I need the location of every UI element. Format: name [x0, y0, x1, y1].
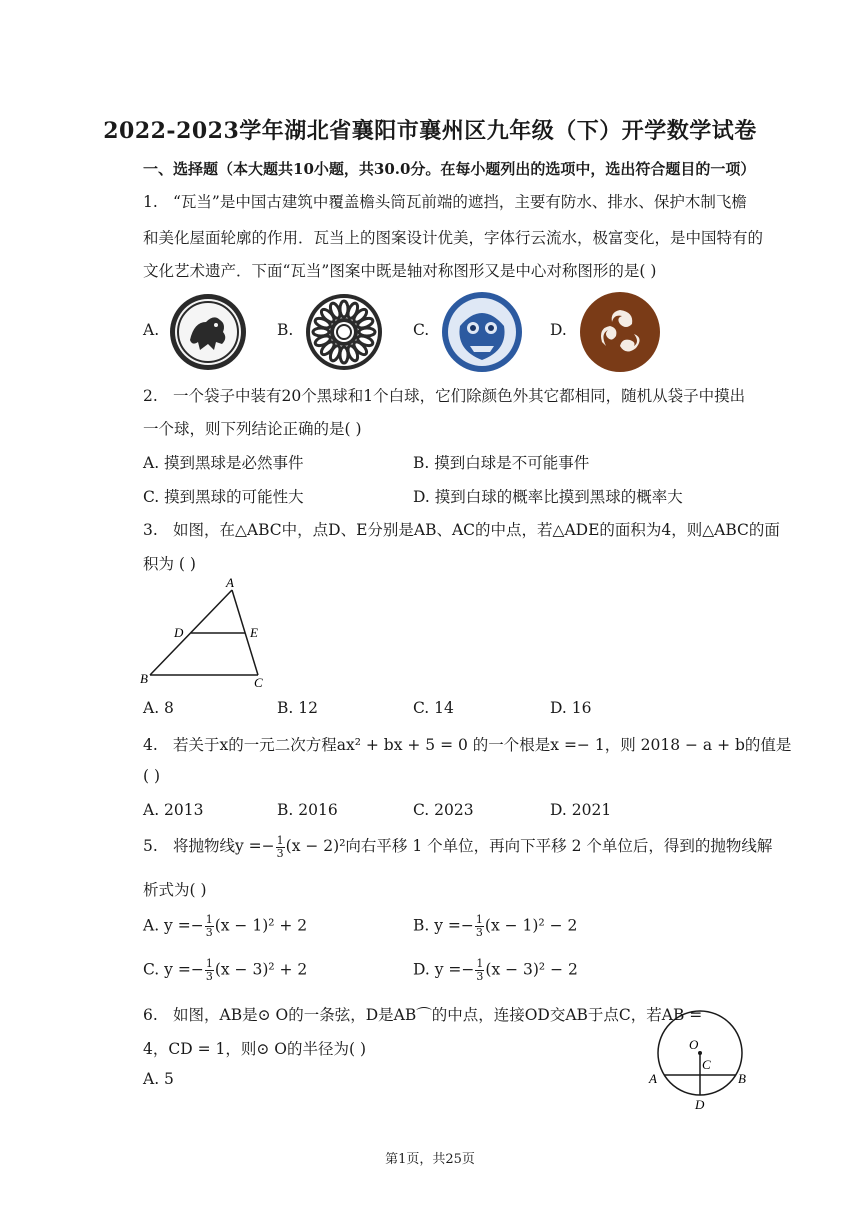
q6-line2: 4，CD = 1，则⊙ O的半径为( )	[143, 1040, 366, 1058]
page-footer: 第1页，共25页	[385, 1152, 475, 1167]
q1-option-a-label: A.	[143, 321, 160, 339]
q4-number: 4.	[143, 736, 158, 754]
q6-circle-figure	[645, 1005, 755, 1115]
q1-line2: 和美化屋面轮廓的作用．瓦当上的图案设计优美，字体行云流水，极富变化，是中国特有的	[143, 229, 764, 247]
q6-label-c: C	[702, 1057, 711, 1072]
q2-option-d: D. 摸到白球的概率比摸到黑球的概率大	[413, 488, 683, 506]
tile-a-tiger-icon	[168, 292, 248, 372]
page-title: 2022-2023学年湖北省襄阳市襄州区九年级（下）开学数学试卷	[103, 118, 757, 144]
q4-option-a: A. 2013	[143, 801, 204, 819]
q1-option-c-label: C.	[413, 321, 430, 339]
q6-label-d: D	[695, 1097, 705, 1112]
q3-line1: 3. 如图，在△ABC中，点D、E分别是AB、AC的中点，若△ADE的面积为4，则△ABC的面	[143, 521, 780, 539]
q6-option-a: A. 5	[143, 1070, 174, 1088]
q2-option-a: A. 摸到黑球是必然事件	[143, 454, 304, 472]
q3-number: 3.	[143, 521, 158, 539]
q3-option-b: B. 12	[277, 699, 318, 717]
q5-option-a: A. y =− $\frac{1}{3}$ (x − 1)² + 2	[143, 913, 308, 939]
q4-option-b: B. 2016	[277, 801, 338, 819]
q2-line1: 2. 一个袋子中装有20个黑球和1个白球，它们除颜色外其它都相同，随机从袋子中摸出	[143, 387, 746, 405]
q4-option-d: D. 2021	[550, 801, 612, 819]
q5-fraction: $\frac{1}{3}$	[276, 833, 284, 860]
q5-option-c: C. y =− $\frac{1}{3}$ (x − 3)² + 2	[143, 957, 308, 983]
q1-line3: 文化艺术遗产．下面“瓦当”图案中既是轴对称图形又是中心对称图形的是( )	[143, 262, 657, 280]
q1-option-d-label: D.	[550, 321, 567, 339]
q3-label-e: E	[250, 625, 258, 640]
q3-option-a: A. 8	[143, 699, 174, 717]
q2-option-b: B. 摸到白球是不可能事件	[413, 454, 590, 472]
q5-number: 5.	[143, 837, 158, 855]
q3-option-c: C. 14	[413, 699, 454, 717]
q6-number: 6.	[143, 1006, 158, 1024]
section-heading: 一、选择题（本大题共10小题，共30.0分。在每小题列出的选项中，选出符合题目的一项）	[143, 160, 756, 178]
q1-option-b-label: B.	[277, 321, 294, 339]
q5-option-d: D. y =− $\frac{1}{3}$ (x − 3)² − 2	[413, 957, 578, 983]
tile-d-cloud-icon	[578, 290, 662, 374]
q6-label-a: A	[649, 1071, 657, 1086]
q5-option-b: B. y =− $\frac{1}{3}$ (x − 1)² − 2	[413, 913, 578, 939]
q3-triangle-figure	[140, 575, 275, 690]
q3-option-d: D. 16	[550, 699, 592, 717]
q3-label-d: D	[174, 625, 184, 640]
q1-line1: 1. “瓦当”是中国古建筑中覆盖檐头筒瓦前端的遮挡，主要有防水、排水、保护木制飞檐	[143, 193, 747, 211]
q3-label-c: C	[254, 675, 263, 690]
q3-label-a: A	[226, 575, 234, 590]
q3-label-b: B	[140, 671, 148, 686]
q4-option-c: C. 2023	[413, 801, 474, 819]
tile-c-beast-face-icon	[440, 290, 524, 374]
q2-option-c: C. 摸到黑球的可能性大	[143, 488, 304, 506]
q4-line1: 4. 若关于x的一元二次方程ax² + bx + 5 = 0 的一个根是x =− 1，则 2018 − a + b的值是	[143, 736, 792, 754]
q5-line1: 5. 将抛物线y =− $\frac{1}{3}$ (x − 2)²向右平移 1 个单位，再向下平移 2 个单位后，得到的抛物线解	[143, 833, 773, 860]
q2-number: 2.	[143, 387, 158, 405]
q2-line2: 一个球，则下列结论正确的是( )	[143, 420, 362, 438]
q6-label-b: B	[738, 1071, 746, 1086]
tile-b-lotus-icon	[304, 292, 384, 372]
q3-line2: 积为 ( )	[143, 555, 196, 573]
q6-line1: 6. 如图，AB是⊙ O的一条弦，D是AB⌒的中点，连接OD交AB于点C，若AB =	[143, 1006, 703, 1024]
q4-line2: ( )	[143, 767, 161, 785]
q6-label-o: O	[689, 1037, 699, 1052]
q5-line2: 析式为( )	[143, 881, 207, 899]
q1-number: 1.	[143, 193, 158, 211]
